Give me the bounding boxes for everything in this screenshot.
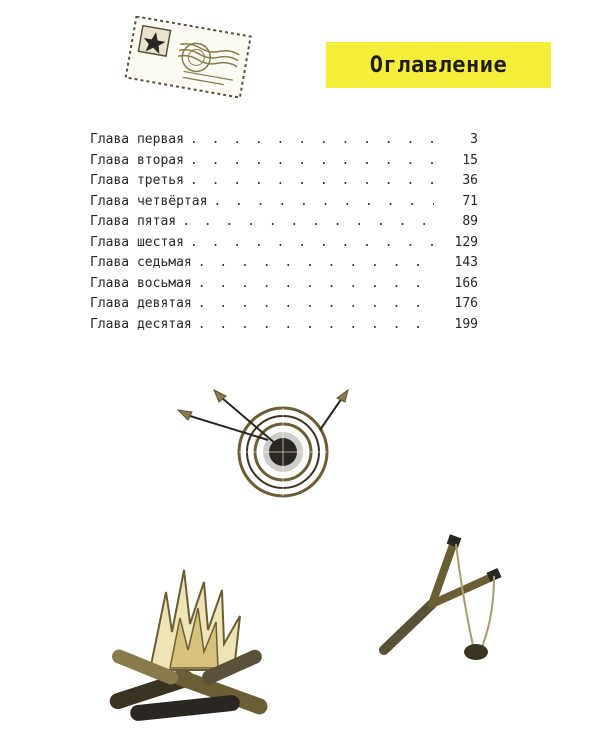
table-of-contents xyxy=(90,130,478,335)
envelope-stamp-icon xyxy=(118,16,258,100)
toc-label: Глава десятая xyxy=(90,316,192,332)
toc-label: Глава третья xyxy=(90,173,184,188)
toc-page: 71 xyxy=(462,193,478,209)
toc-page: 143 xyxy=(454,255,478,270)
toc-leader-dots xyxy=(198,253,434,274)
slingshot-icon xyxy=(370,534,510,664)
toc-row[interactable] xyxy=(90,192,478,213)
toc-leader-dots xyxy=(190,233,434,254)
toc-row[interactable] xyxy=(90,294,478,315)
toc-leader-dots xyxy=(190,171,434,192)
toc-leader-dots xyxy=(198,274,434,295)
toc-label: Глава вторая xyxy=(90,152,184,168)
toc-page: 176 xyxy=(454,296,478,311)
toc-row[interactable] xyxy=(90,212,478,233)
toc-label: Глава шестая xyxy=(90,234,184,250)
toc-leader-dots xyxy=(190,130,434,151)
toc-label: Глава седьмая xyxy=(90,255,192,270)
toc-leader-dots xyxy=(198,315,434,336)
toc-page: 199 xyxy=(454,316,478,332)
toc-page: 166 xyxy=(454,275,478,291)
toc-label: Глава девятая xyxy=(90,296,192,311)
page-title: Оглавление xyxy=(369,52,508,78)
toc-label: Глава пятая xyxy=(90,214,177,229)
campfire-icon xyxy=(100,560,280,730)
toc-row[interactable] xyxy=(90,151,478,172)
toc-label: Глава четвёртая xyxy=(90,193,208,209)
toc-page: 36 xyxy=(462,173,478,188)
toc-leader-dots xyxy=(198,294,434,315)
toc-leader-dots xyxy=(182,212,434,233)
toc-label: Глава восьмая xyxy=(90,275,192,291)
toc-leader-dots xyxy=(190,151,434,172)
toc-row[interactable] xyxy=(90,253,478,274)
toc-row[interactable] xyxy=(90,233,478,254)
archery-target-icon xyxy=(170,382,360,502)
toc-leader-dots xyxy=(213,192,434,213)
toc-row[interactable] xyxy=(90,171,478,192)
toc-page: 129 xyxy=(454,234,478,250)
toc-page: 3 xyxy=(470,132,478,147)
toc-label: Глава первая xyxy=(90,132,184,147)
toc-row[interactable] xyxy=(90,315,478,336)
title-banner xyxy=(326,42,551,88)
toc-row[interactable] xyxy=(90,130,478,151)
toc-row[interactable] xyxy=(90,274,478,295)
toc-page: 89 xyxy=(462,214,478,229)
toc-page: 15 xyxy=(462,152,478,168)
